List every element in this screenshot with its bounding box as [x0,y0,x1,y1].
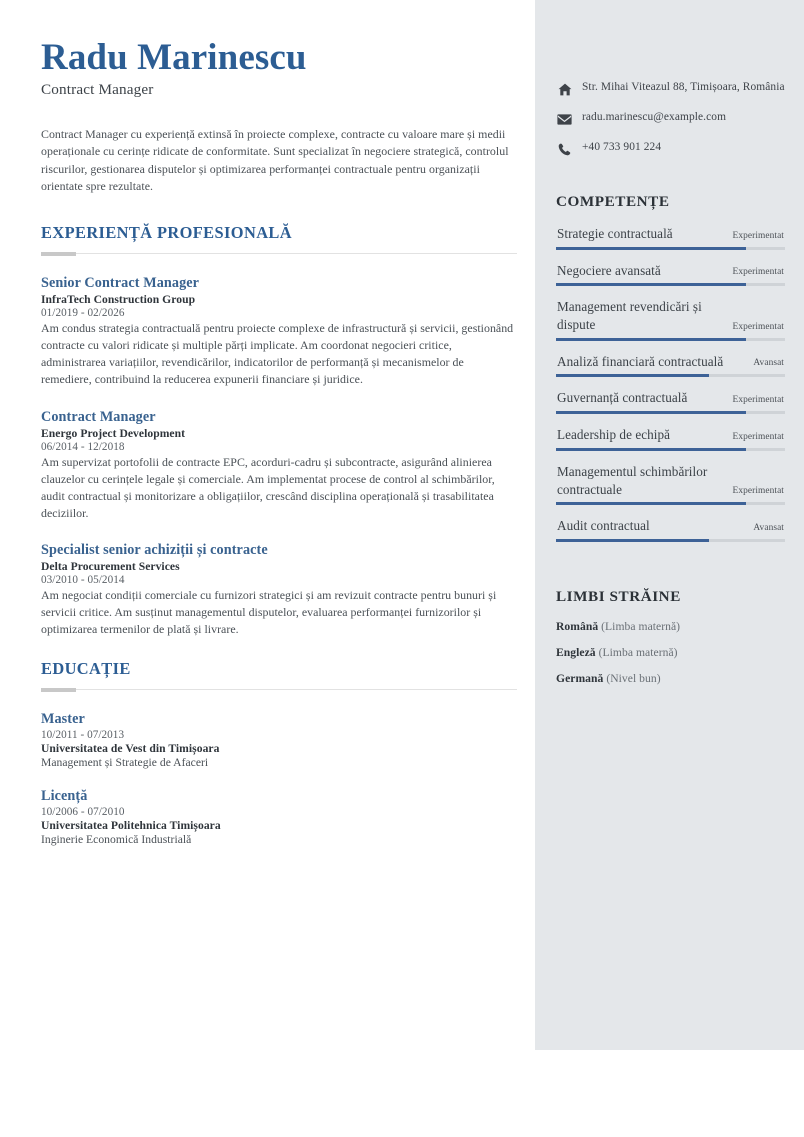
sidebar [535,0,804,1050]
education-section [41,659,517,846]
skill-name: Strategie contractuală [557,226,673,241]
company-name: Delta Procurement Services [41,560,180,574]
institution-name: Universitatea de Vest din Timișoara [41,741,220,755]
degree-dates: 10/2011 - 07/2013 [41,728,125,741]
skill-fill [556,411,746,414]
language-name: Engleză [556,645,596,659]
skill-level: Avansat [753,522,784,533]
skills-heading: COMPETENȚE [556,193,670,210]
job-dates: 03/2010 - 05/2014 [41,574,125,587]
skill-fill [556,448,746,451]
skill-fill [556,283,746,286]
section-divider [41,688,517,692]
language-name: Română [556,619,599,633]
skill-track [556,374,785,377]
language-item [556,620,785,633]
company-name: Energo Project Development [41,426,186,440]
degree-name: Licență [41,787,88,804]
envelope-icon [556,112,573,127]
languages-section [556,588,785,685]
skill-name: Managementul schimbărilor contractuale [557,463,708,497]
skill-name: Audit contractual [557,518,650,534]
skill-track [556,411,785,414]
education-entry [41,788,517,846]
job-title: Contract Manager [41,408,156,425]
skill-item [556,262,785,299]
skill-fill [556,247,746,250]
language-level: (Limba maternă) [598,645,678,659]
experience-heading: EXPERIENȚĂ PROFESIONALĂ [41,222,292,242]
experience-entry [41,542,517,638]
skill-name: Leadership de echipă [557,427,671,443]
company-name: InfraTech Construction Group [41,292,196,306]
skill-item [556,517,785,554]
skill-item [556,225,785,262]
job-description: Am supervizat portofolii de contracte EPC, acorduri-cadru și subcontracte, asigurând alinierea clauzelor cu cerințele legale și comerciale. Am implementat procese de control al schimbărilor, audit contractual și monitorizare a obligațiilor, crescând disciplina operațională și trasabilitatea deciziilor. [41,454,495,520]
skill-fill [556,338,746,341]
skill-item [556,389,785,426]
address-text: Str. Mihai Viteazul 88, Timișoara, România [582,81,785,93]
job-dates: 01/2019 - 02/2026 [41,306,125,319]
candidate-title: Contract Manager [41,80,154,98]
language-item [556,672,785,685]
skill-level: Avansat [753,358,784,369]
skill-track [556,338,785,341]
skill-item [556,426,785,463]
skill-name: Negociere avansată [557,262,661,278]
professional-summary: Contract Manager cu experiență extinsă în proiecte complexe, contracte cu valoare mare și medii operaționale cu cerințe ridicate de conformitate. Sunt specializat în negociere strategică, controlul riscurilor, gestionarea disputelor și optimizarea performanței contractuale pentru organizații orientate spre rezultate. [41,126,509,194]
skill-track [556,448,785,451]
skill-track [556,539,785,542]
phone-text: +40 733 901 224 [582,141,662,153]
job-description: Am negociat condiții comerciale cu furnizori strategici și am revizuit contracte pentru bunuri și servicii critice. Am susținut managementul disputelor, evaluarea performanței furnizorilor și optimizarea termenilor de plată și livrare. [41,588,497,637]
field-of-study: Management și Strategie de Afaceri [41,755,209,769]
phone-icon [556,142,573,157]
skill-level: Experimentat [732,321,784,332]
skill-name: Analiză financiară contractuală [557,353,724,369]
skill-name: Guvernanță contractuală [557,390,688,406]
degree-dates: 10/2006 - 07/2010 [41,805,125,818]
email-text: radu.marinescu@example.com [582,111,727,123]
skill-fill [556,502,746,505]
candidate-name: Radu Marinescu [41,37,307,78]
job-title: Specialist senior achiziții și contracte [41,542,268,559]
skill-level: Experimentat [732,431,784,442]
field-of-study: Inginerie Economică Industrială [41,832,192,846]
skill-item [556,298,785,352]
skill-track [556,247,785,250]
job-title: Senior Contract Manager [41,274,200,291]
skill-fill [556,539,709,542]
job-dates: 06/2014 - 12/2018 [41,440,125,453]
institution-name: Universitatea Politehnica Timișoara [41,818,221,832]
skill-track [556,283,785,286]
experience-entry [41,275,517,389]
experience-entry [41,409,517,523]
language-level: (Nivel bun) [606,671,661,685]
skill-name: Management revendicări și dispute [557,299,702,333]
language-name: Germană [556,671,604,685]
education-heading: EDUCAȚIE [41,658,131,678]
skill-item [556,353,785,390]
skill-level: Experimentat [732,395,784,406]
home-icon [556,82,573,97]
language-level: (Limba maternă) [601,619,681,633]
skill-fill [556,374,709,377]
contact-list [556,80,785,157]
contact-address [556,80,785,97]
skill-item [556,463,785,517]
skills-section [556,193,785,554]
contact-phone[interactable] [556,140,785,157]
job-description: Am condus strategia contractuală pentru proiecte complexe de infrastructură și servicii, gestionând contracte cu valori ridicate și multiple părți implicate. Am coordonat negocieri critice, administrarea variațiilor, revendicărilor, indicatorilor de performanță și mecanismelor de remediere, contribuind la reducerea expunerii financiare și juridice. [41,320,514,387]
languages-heading: LIMBI STRĂINE [556,587,681,605]
experience-section [41,223,517,639]
skills-list [556,225,785,554]
skill-level: Experimentat [732,267,784,278]
education-entry [41,711,517,769]
section-divider [41,252,517,256]
degree-name: Master [41,710,85,727]
contact-email[interactable] [556,110,785,127]
skill-level: Experimentat [732,486,784,497]
skill-level: Experimentat [732,230,784,241]
language-item [556,646,785,659]
skill-track [556,502,785,505]
